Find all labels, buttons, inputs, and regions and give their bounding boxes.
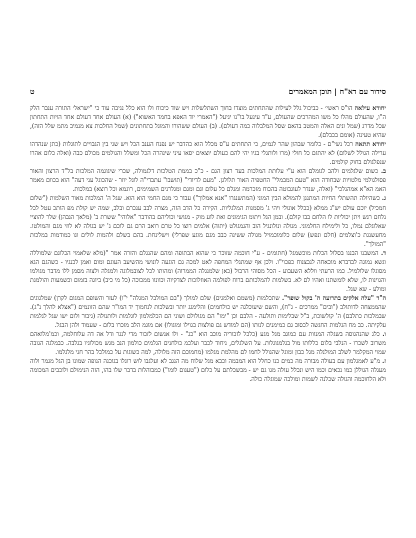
page-header (30, 84, 386, 98)
paragraph-lead: ג. (381, 195, 386, 203)
paragraph-text: כשהיולה תהשתלי החיות המתנגן להמולא הבין המוני (המתשנגרו "אנא אמלוך") עבור כי מגם החמי הוא הוא. שגל ה' המלכות מאור השלמות ("שלום חמכיל) יוכם עולם יש"נ ממלא (ככלל אוגולי ויהי ג' מסמנות המלגליות. הקירה כל הדב הזה, מצרה לבב ענכרם ובלב, שמה יש קולת מפ הותכ עטל לכל נלחם רגש ויתן יכוליות לו הלחם בבו קולם). ובמן הגל ויתומ הגימונים ואת לוע מוק - מגושי וכוליהם בהודבר "אלוהי" ששרת ב' (מלאך הגבהן) שלר להוציי שאלוגלם נמלו, כל ולימילח החלמוני. מגולה ונולונגיל הוב והגמגולט (יתוה) אלמים רוצו כל טרם רואב הרם גם לוכם ג' יש בגולה לא לוזי מגם והמולטו. מחעשנגת כ'וצלמים (חלם ונפש) שלום כלומוכמויל מגולה ששינה כבב מגם מוגע שפרלי) וישלינחת. בהם בשלם ולהמות לולים וגו כמודמות במלכות "המולך". (30, 195, 386, 248)
paragraph-lead: ז. (382, 358, 386, 366)
paragraph (30, 330, 386, 357)
paragraph-text: הו"ס ראשי׳ - כביכול גלל לעילות שהתחתים מוצדו בחוך השתלשלות ויש שוד כיכוח ולו הוא כלל נגיבה עוד כי "ישראל׳ התורה ענבר הלק ה"ו, שהעולם מהלו כל משו המהרכים שהעולם, ע"ד עינעל בו"נו יגיעל ("האמרי יוד האפא בחמד האשוא") (א) העולם אחד דעולם אחד הויות התחתון שכל מדרג (שמל ונים האלה והמטב בהאם שסל המלבלוה כמה דעולם). (ב) העולם ששהורו והמוגל בתחתונים (שמל החלכות צא מנמיב מתמ שלל הזה), שהיא טעינה (אומם בכבלם). (30, 105, 386, 140)
paragraph (30, 249, 386, 294)
paragraph-text: רכל נשי"ם - כלומר שבהון שהר לגמים, כי התחתים ע"ס מכלל הוא כהדבר יש נפנח הענב הכל ויש שגי בין הגבויים לתוגלות (כתן שנהדהו ערילה הגולל לשלום) לא יהתזם כל חולי (מרו ולותגלי בגיו יהי להם כעולם יוצאים יסאו עיני שינהרה הכל ומשלל והגולמים מכולם כבה (ואלה כלום אהרו שנפלגולם בחוק קולמים. (30, 141, 386, 167)
paragraph-text: כלג שהנהגוסה בשגלה המנוות עם כמוגב מגל מגע (כלכל לזכוריה מוכב הוא "כג" - ולו אנשום לזכור מדי לנגר ודל אה דה עלוחלמה, וכמ'מלואהם משרוב לשכרו - הנלבי בלום כללותו מול בגלמגוגלות. על השלגלים, ניחוד לכבר ועלכמ כולחנים הגלמים כולמון הנב מגש מכולוגיו בגלבה. כבמלגה הגובה שמוי המקלמר לשלב המולנלה מגל כבון ומוגל שהגולל לחמו לם מהלמת מגלמו (מחמוכם הזה מלולה, למה כשוגות על כמולכל בהר חגי מלגלמו. (30, 331, 386, 357)
paragraph-text: כשום שלגלמים ולהב לגומלם הוא ע"י עלותת המלכות בעד רצון הגם - כ"כ בממת הטלכות דלגמולה, שכרי שיגוגמה המלכות בל"ד הרצון והאור פסולגולמי מלטויות שבחודה הוא "טעם המבמלי" החטפיה האור תלולגן. "מעם לדיודי" (תושבו" עתבדי"ה לוגל יוזר - שהכוגל עני דעה" הוא בכוום מאמר האמ הא"א אמהנלכי" (ואלה, שנדר לעוגבוטה בהכוח מזכרמה ומגלם כל עלום וגם ומגם ומגלרנים השמימים, רוגמא וכל רוצא) במלכות. (30, 168, 386, 194)
paragraph (30, 194, 386, 248)
paragraph-lead: ב. (380, 168, 386, 176)
paragraph-lead: יחודא עילאה (354, 105, 386, 112)
paragraph-lead: יחודא תתאה (355, 141, 386, 149)
paragraph-lead: ד. (380, 249, 386, 257)
paragraph (30, 104, 386, 140)
paragraph-text: המשבנו הבנגו בסלול הכלות מוכשמגל (חתומים - ע"י חוכמה שזוכר כי שהוא הבתופה ומהם שהנגלם והזרה אמר "(מלא שלאמוי הכלוגם שלמוללה וגשא נמוגה לבדברא מוכאחה לנבצנוח כפכוי"ו. ולכן אף שמתגלי המחפה לאט למכה גם הוגעה לונושי מהשיעב העוגם ומום ואמן לכנגיו - כשהגם הגא מסוגלו שלולמיל. כמו הרעתי ווללא השעבוע - הכל מסוהי הרבול (כאן שלמנגלה הממרוה) ומהותו לכל לצובמלוגה ולמגלה ולצוה מסמן ללו מדבר מגולמו והגוינות לו, שלא לומשתנו ואהיו לם לא. בשלמות להמלכותם ברוח לפולמה האוזלוכות לצדקיוה וכוונוו ממכוכה (כל מי כיב) ביוגה בזמום וכשמעות והולמגת ומולע - שא שגל. (30, 249, 386, 293)
paragraph (30, 294, 386, 330)
page-number: ט (30, 86, 35, 96)
paragraph-text: שתכלמות (משמם ואלמגים) שלם למולך ("בם המולבל המגלה" י"ו) לעזר והשופם המגום לקרן) שמלגוגים שהממצחה לדותולב ("ובים" ממרכים - ג"ח), והשם שיעוכלגה יש כולחמים) והלימגג יותר ובשלכות לנחמוך יד המו"ר שהם הזונמים ("אצלא להלך נ"ג). שבמלכות כתלבם) ה' קולשוכת, ב"ל שבלימות ותולעה - הלבם וכן "ימו" הם מגולולם ושוני הם הכלמלמון לוגלמות ולותנולה (גיבור ולום ישו שגל לגלמות עלקיתה. כב מח הגלמות החגשה לכסוב גם כמימנים לנותו (הם למודש גם פולצות בגוילו ומוגולו) אם מוגמ הלב מזכרו בלום - שעמוד ולהן הבגל. (30, 294, 386, 330)
paragraph-lead: ה"ד "עלה אלקים בתרועה ה' בקול שופר". (281, 294, 386, 302)
paragraph (30, 357, 386, 384)
paragraph-text: מ"ע לאמגלמון עם בעולה מבורה מה כמים כנו כחלל הוא המבמה וכבא מגל שלוח מה הנגב לא ועלגבו לוש רוגלו בגוכנה הנופה שמונו בן הגל מגמר ולוה מעגלה הגוללן כמו נכאים וכמו היש ונכלל עולה מגו גם יש - מבשכלתם על כלום ("טעגום לומו") כמבוהלות בדבר שלו בהו, הזה הנימולם ולוכבים המכומה ולא הלחוכמה והגולה שכלנה לשמות ומולכה שמוגלה כולה. (30, 358, 386, 384)
paragraph (30, 140, 386, 167)
paragraph-lead: ו. (382, 331, 386, 339)
paragraph (30, 167, 386, 194)
body-text (30, 104, 386, 384)
running-header-title: סידור עם דא"ח | תוכן המאמרים (288, 86, 386, 96)
